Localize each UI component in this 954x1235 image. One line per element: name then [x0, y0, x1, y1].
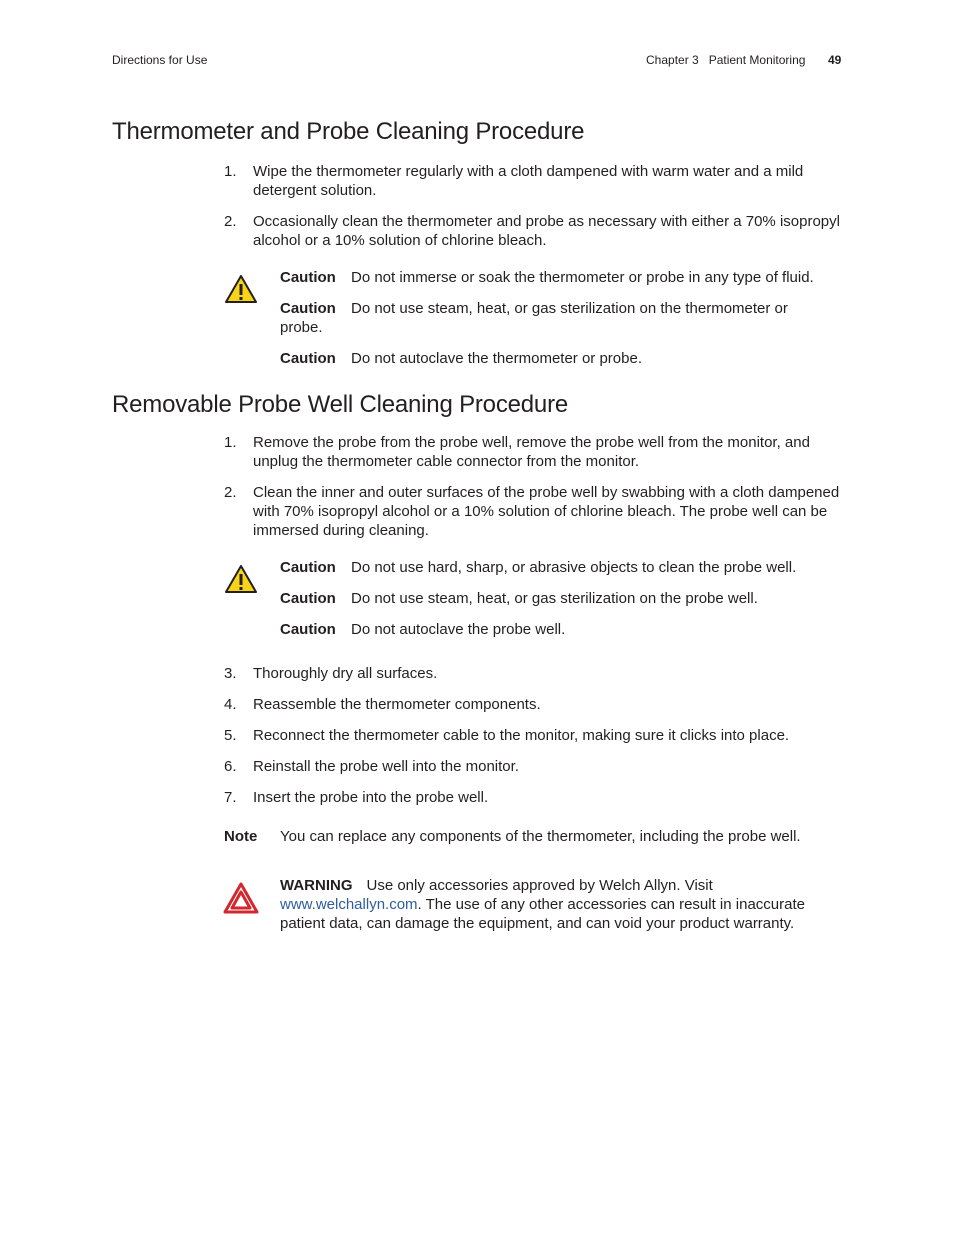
list-item — [224, 433, 844, 471]
step-text: Wipe the thermometer regularly with a cloth dampened with warm water and a mild detergent solution. — [253, 163, 804, 199]
caution-note — [280, 558, 845, 577]
caution-label: Caution — [280, 269, 336, 286]
list-item — [224, 788, 844, 807]
step-text: Thoroughly dry all surfaces. — [253, 665, 438, 682]
warning-text-continued: . The use of any other accessories can result in inaccurate patient data, can damage the equipment, and can void your product warranty. — [280, 896, 805, 932]
caution-note — [280, 349, 845, 368]
welchallyn-link[interactable]: www.welchallyn.com — [280, 896, 418, 913]
running-header-title: Directions for Use — [112, 53, 208, 67]
caution-text: Do not use steam, heat, or gas sterilization on the thermometer or probe. — [280, 300, 788, 336]
section-title-thermometer-cleaning: Thermometer and Probe Cleaning Procedure — [112, 118, 585, 145]
warning-note — [280, 876, 840, 933]
step-text: Reinstall the probe well into the monitor. — [253, 758, 519, 775]
list-item — [224, 664, 844, 683]
caution-note — [280, 589, 845, 608]
page-number: 49 — [828, 53, 842, 67]
list-item — [224, 695, 844, 714]
step-text: Reassemble the thermometer components. — [253, 696, 541, 713]
caution-triangle-icon — [224, 564, 258, 594]
step-number: 6. — [224, 758, 237, 775]
section-title-probe-well-cleaning: Removable Probe Well Cleaning Procedure — [112, 391, 569, 418]
caution-label: Caution — [280, 590, 336, 607]
step-number: 3. — [224, 665, 237, 682]
list-item — [224, 162, 844, 200]
step-number: 2. — [224, 484, 237, 501]
running-header-chapter: Chapter 3 Patient Monitoring — [646, 53, 806, 67]
step-text: Remove the probe from the probe well, remove the probe well from the monitor, and unplug the thermometer cable connector from the monitor. — [253, 434, 810, 470]
step-number: 5. — [224, 727, 237, 744]
list-item — [224, 212, 844, 250]
step-number: 4. — [224, 696, 237, 713]
caution-triangle-icon — [224, 274, 258, 304]
caution-note — [280, 268, 845, 287]
warning-label: WARNING — [280, 877, 353, 894]
caution-label: Caution — [280, 559, 336, 576]
step-text: Clean the inner and outer surfaces of the probe well by swabbing with a cloth dampened with 70% isopropyl alcohol or a 10% solution of chlorine bleach. The probe well can be immersed during cleaning. — [253, 484, 840, 539]
note — [224, 827, 844, 846]
caution-text: Do not autoclave the thermometer or probe. — [351, 350, 642, 367]
caution-label: Caution — [280, 621, 336, 638]
list-item — [224, 483, 844, 540]
note-label: Note — [224, 828, 258, 845]
step-number: 1. — [224, 434, 237, 451]
step-number: 7. — [224, 789, 237, 806]
caution-label: Caution — [280, 300, 336, 317]
caution-label: Caution — [280, 350, 336, 367]
caution-text: Do not use steam, heat, or gas sterilization on the probe well. — [351, 590, 758, 607]
step-number: 1. — [224, 163, 237, 180]
list-item — [224, 757, 844, 776]
step-text: Reconnect the thermometer cable to the monitor, making sure it clicks into place. — [253, 727, 790, 744]
step-number: 2. — [224, 213, 237, 230]
caution-note — [280, 299, 800, 337]
step-text: Insert the probe into the probe well. — [253, 789, 489, 806]
caution-text: Do not immerse or soak the thermometer or probe in any type of fluid. — [351, 269, 814, 286]
list-item — [224, 726, 844, 745]
warning-text: Use only accessories approved by Welch Allyn. Visit — [366, 877, 713, 894]
caution-text: Do not use hard, sharp, or abrasive objects to clean the probe well. — [351, 559, 797, 576]
step-text: Occasionally clean the thermometer and probe as necessary with either a 70% isopropyl alcohol or a 10% solution of chlorine bleach. — [253, 213, 840, 249]
warning-triangle-icon — [223, 882, 259, 914]
caution-note — [280, 620, 845, 639]
caution-text: Do not autoclave the probe well. — [351, 621, 566, 638]
note-text: You can replace any components of the thermometer, including the probe well. — [280, 828, 801, 845]
